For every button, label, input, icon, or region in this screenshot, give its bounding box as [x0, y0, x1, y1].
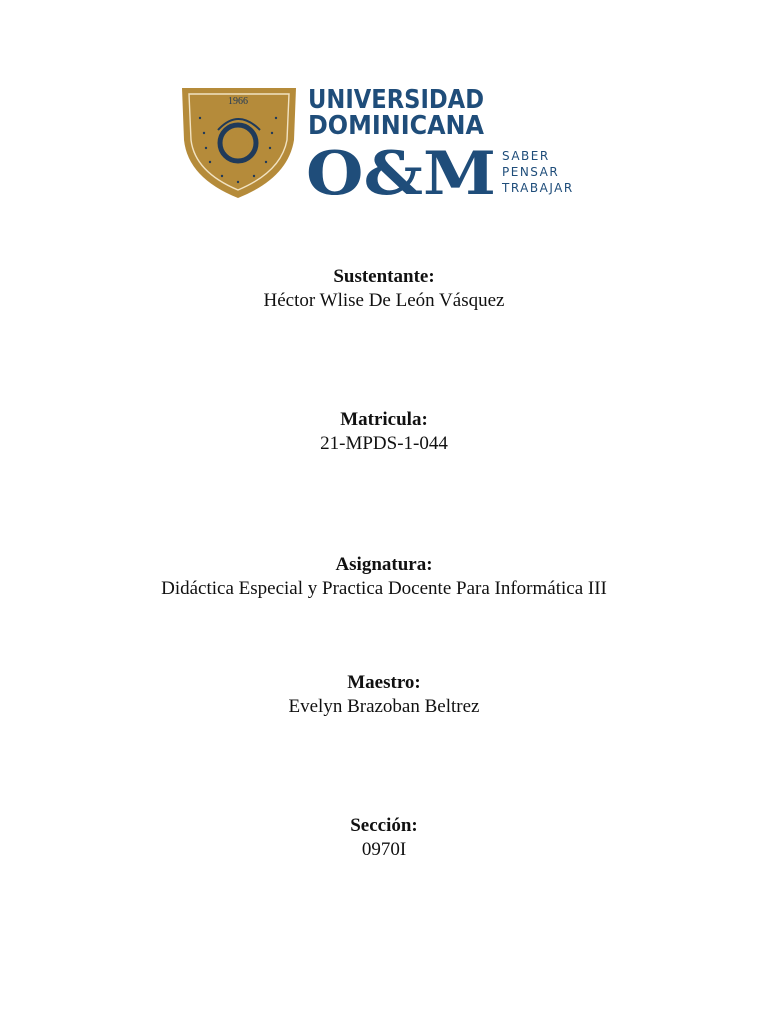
field-value: 21-MPDS-1-044	[320, 433, 448, 454]
logo-mark: O&M	[306, 139, 496, 203]
field-label: Sección:	[350, 815, 418, 836]
logo-motto-3: TRABAJAR	[502, 181, 574, 195]
field-seccion	[0, 814, 768, 862]
logo-year: 1966	[228, 96, 248, 107]
field-value: Didáctica Especial y Practica Docente Para Informática III	[161, 578, 607, 599]
logo-motto-1: SABER	[502, 149, 550, 163]
logo-line-2: DOMINICANA	[308, 111, 484, 141]
logo-line-1: UNIVERSIDAD	[308, 85, 484, 115]
field-value: Evelyn Brazoban Beltrez	[288, 696, 480, 717]
field-asignatura	[0, 553, 768, 601]
field-label: Maestro:	[347, 672, 421, 693]
field-label: Sustentante:	[333, 266, 435, 287]
field-value: Héctor Wlise De León Vásquez	[263, 290, 505, 311]
field-matricula	[0, 408, 768, 456]
field-sustentante	[0, 265, 768, 313]
field-maestro	[0, 671, 768, 719]
field-label: Asignatura:	[335, 554, 433, 575]
logo-motto-2: PENSAR	[502, 165, 560, 179]
university-logo	[180, 78, 580, 203]
field-label: Matricula:	[340, 409, 428, 430]
field-value: 0970I	[361, 839, 407, 860]
logo-graphic	[180, 78, 580, 203]
